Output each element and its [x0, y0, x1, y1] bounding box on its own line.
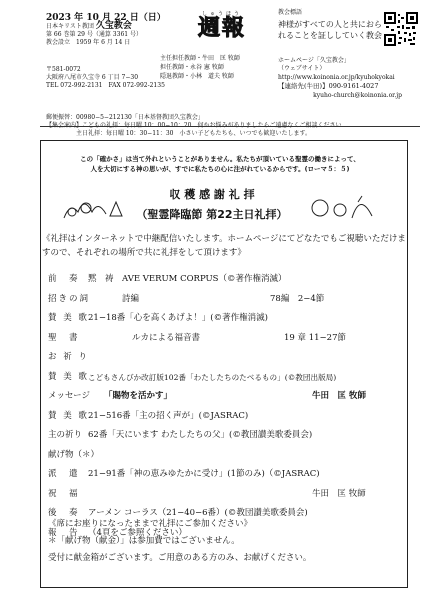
address: 〒581-0072 大阪府八尾市久宝寺 6 丁目 7−30 TEL 072-992-2131 FAX 072-992-2135: [46, 66, 165, 89]
order-detail: 62番「天にいます わたしたちの父」(©教団讃美歌委員会): [88, 430, 313, 440]
order-row: [48, 329, 418, 349]
founded: 教会設立 1959 年 6 月 14 日: [46, 39, 131, 46]
service-title: 収 穫 感 謝 礼 拝: [169, 188, 255, 201]
order-ref: 牛田 匡 牧師: [312, 488, 366, 499]
footer-notes: [48, 516, 418, 567]
bible-verse: この「確かさ」は当て外れということがありません。私たちが頂いている聖霊の働きによって、 人を大切にする神の思いが、すでに私たちの心に注がれているからです。(ローマ５：５): [80, 155, 360, 173]
order-detail: 21−91番「神の恵みゆたかに受け」(1節のみ)（©JASRAC): [88, 469, 320, 479]
order-item: 献げ物（＊）: [48, 449, 100, 460]
homepage-label: ホームページ「久宝教会」 （ウェブサイト）: [278, 57, 350, 72]
order-item: メッセージ: [48, 391, 90, 401]
qr-code-icon: [384, 12, 418, 46]
order-detail: （4頁をご参照ください）: [88, 527, 187, 538]
order-item: 賛 美 歌: [48, 371, 89, 382]
order-detail: 詩編: [122, 293, 140, 304]
order-detail: 黙 祷 AVE VERUM CORPUS（©著作権消滅）: [88, 274, 287, 284]
logo: [194, 10, 250, 44]
issue: 第 66 巻第 29 号（通算 3361 号）: [46, 31, 142, 38]
order-item: 派 遣: [48, 469, 80, 479]
order-item: 報 告: [48, 527, 80, 538]
order-row: [48, 387, 418, 407]
meetings: 【集会案内】こどもの礼拝：毎日曜 10：00−10：20 何かお悩みがありましたらご遠慮なくご相談ください 主日礼拝：毎日曜 10：30−11：30 小さい子どもたちも、いつでも歓迎いたします。: [46, 122, 342, 137]
church-name: 久宝教会: [95, 21, 132, 31]
order-detail: 21−516番「主の招く声が」(©JASRAC): [88, 410, 249, 421]
motto-heading: 教会標語: [278, 9, 303, 16]
church-info: [46, 22, 142, 47]
order-item: 後 奏: [48, 508, 80, 518]
homepage-url[interactable]: http://www.koinonia.or.jp/kyuhokyokai: [278, 74, 395, 81]
sermon-title: 「賜物を活かす」: [104, 391, 173, 401]
order-row: [48, 368, 418, 388]
order-item: 主の祈り: [48, 430, 83, 440]
order-item: お 祈 り: [48, 352, 89, 362]
header-divider: [40, 126, 420, 127]
logo-text: 週報: [197, 16, 246, 41]
order-item: 聖 書: [48, 332, 80, 343]
footer-note: 受付に献金箱がございます。ご用意のある方のみ、お献げください。: [48, 553, 312, 563]
order-of-worship: [48, 270, 418, 543]
logo-ruby: しゅうほう: [201, 11, 242, 17]
order-ref: 19 章 11−27節: [284, 332, 346, 343]
email[interactable]: kyuho-church@koinonia.or.jp: [313, 92, 402, 99]
order-item: 招きの詞: [48, 293, 91, 304]
org: 日本キリスト教団: [46, 23, 94, 30]
order-item: 賛 美 歌: [48, 313, 89, 323]
order-row: [48, 348, 418, 368]
order-item: 前 奏: [48, 274, 80, 284]
order-row: [48, 407, 418, 427]
order-row: [48, 485, 418, 505]
contact: 【連絡先(牛田)】090-9161-4027: [278, 82, 379, 90]
order-row: [48, 446, 418, 466]
order-row: [48, 270, 418, 290]
footer-note: 《席にお座りになったままで礼拝にご参加ください》: [48, 519, 253, 529]
order-detail: こどもさんびか改訂版102番「わたしたちのたべるもの」(©教団出版局): [88, 372, 337, 382]
order-item: 賛 美 歌: [48, 410, 89, 421]
preacher: 牛田 匡 牧師: [312, 391, 366, 401]
order-item: 祝 福: [48, 488, 80, 499]
order-detail: 21−18番「心を高くあげよ！」(©著作権消滅): [88, 313, 268, 323]
order-row: [48, 309, 418, 329]
date: 2023 年 10 月 22 日（日）: [46, 13, 166, 23]
order-detail: ルカによる福音書: [132, 332, 201, 343]
order-row: [48, 465, 418, 485]
service-subtitle: （聖霊降臨節 第22主日礼拝）: [136, 208, 288, 221]
staff-list: 主任担任教師・牛田 匡 牧師 担任教師・永谷 憲 牧師 隠退教師・小林 道夫 牧師: [160, 55, 240, 80]
postal: 郵便振替：00980−5−212130「日本基督教団久宝教会」: [46, 114, 204, 121]
order-row: [48, 290, 418, 310]
header: [0, 8, 424, 136]
order-row: [48, 426, 418, 446]
footer-note: ＊「献げ物（献金）」は参加費ではございません。: [48, 536, 240, 546]
order-detail: アーメン コーラス（21−40−6番）(©教団讃美歌委員会): [88, 508, 308, 518]
motto: 神様がすべての人と共におられることを証ししていく教会: [278, 20, 382, 40]
order-ref: 78編 2−4節: [270, 293, 325, 304]
streaming-note: 《礼拝はインターネットで中継配信いたします。ホームページにてどなたでもご視聴いただけますので、それぞれの場所で共に礼拝をして頂けます》: [42, 234, 406, 258]
